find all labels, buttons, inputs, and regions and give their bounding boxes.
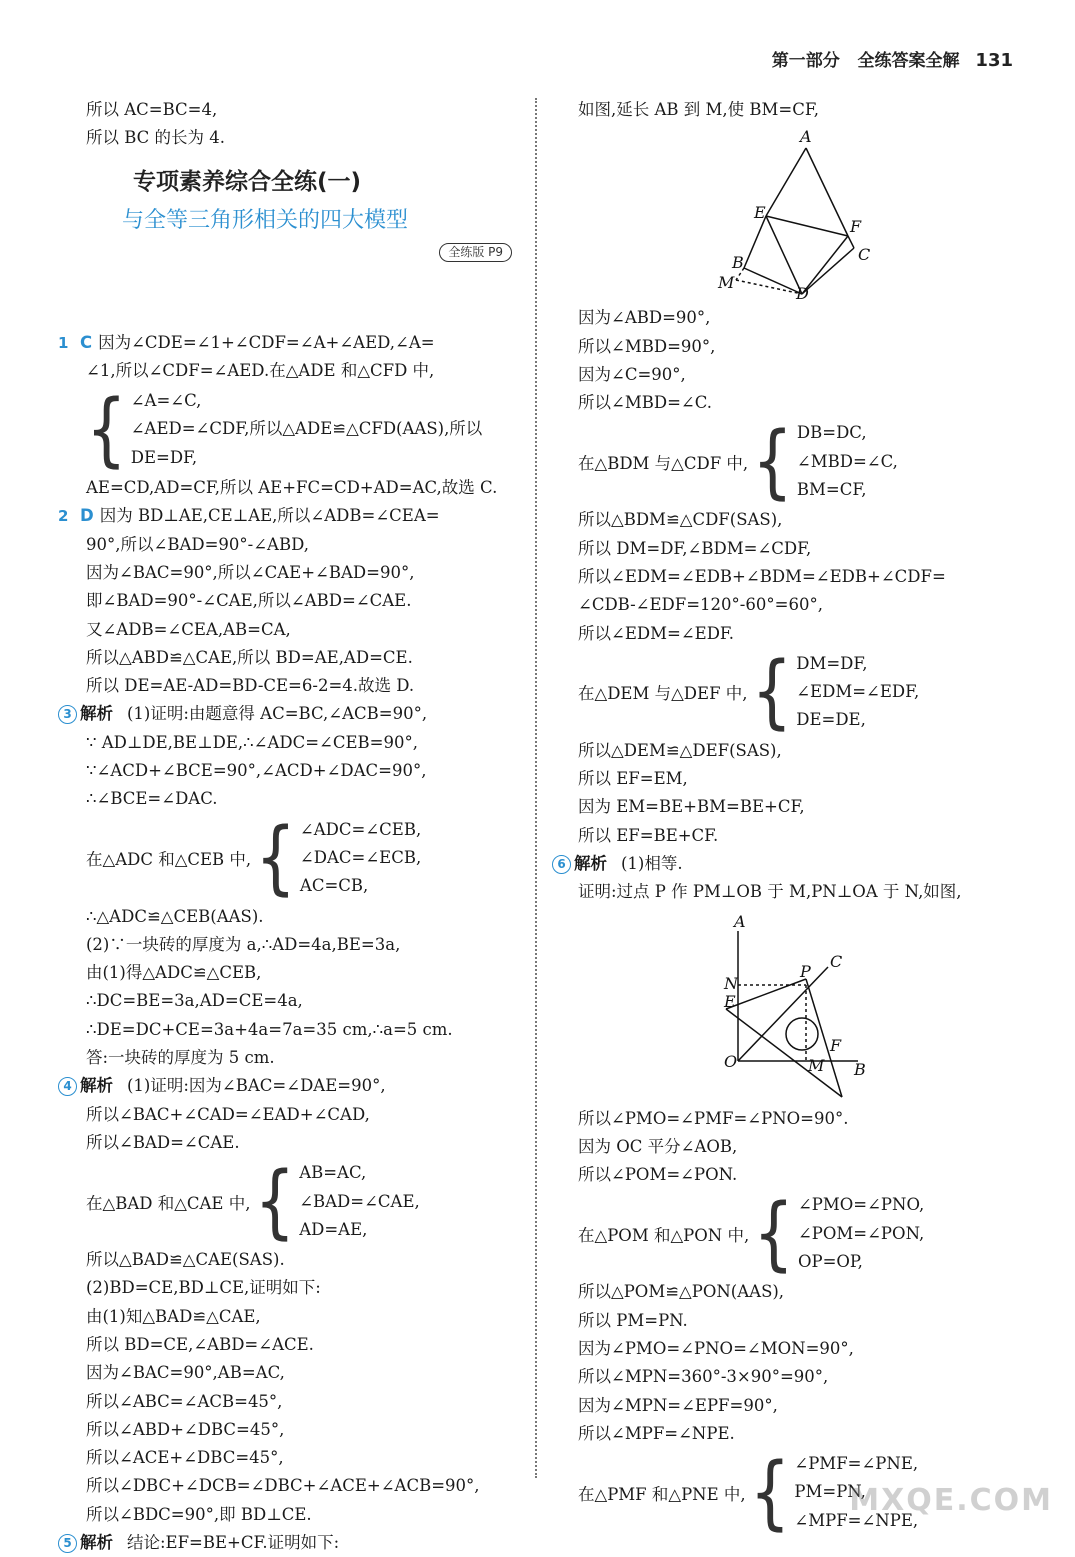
q4-line: 4 解析 (1)证明:因为∠BAC=∠DAE=90°, [58, 1072, 520, 1100]
header-section: 第一部分 [771, 51, 840, 71]
label-A: A [800, 127, 812, 147]
answer-choice: C [80, 332, 93, 352]
q1-line: 1 C 因为∠CDE=∠1+∠CDF=∠A+∠AED,∠A= [58, 329, 520, 357]
q1-line: AE=CD,AD=CF,所以 AE+FC=CD+AD=AC,故选 C. [86, 478, 498, 498]
header-book: 全练答案全解 [857, 51, 960, 71]
label-P: P [800, 961, 811, 981]
intro-line: 所以 AC=BC=4, [86, 100, 218, 119]
brace-icon: { [254, 1155, 296, 1248]
intro-line: 所以 BC 的长为 4. [86, 128, 226, 148]
question-number: 4 [58, 1077, 77, 1096]
q5-brace-group-2: 在△DEM 与△DEF 中, { DM=DF, ∠EDM=∠EDF, DE=DE, [578, 646, 920, 739]
label-E: E [724, 991, 736, 1011]
answer-choice: D [80, 506, 94, 526]
question-number: 5 [58, 1534, 77, 1553]
question-number: 6 [552, 855, 571, 874]
label-B: B [854, 1059, 866, 1079]
watermark: MXQE.COM [849, 1483, 1053, 1518]
brace-icon: { [255, 811, 296, 905]
column-divider [535, 98, 537, 1478]
brace-icon: { [86, 383, 127, 476]
q5-line: 5 解析 结论:EF=BE+CF.证明如下: [58, 1529, 520, 1557]
label-N: N [724, 973, 738, 993]
page-number: 131 [975, 50, 1013, 71]
label-M: M [718, 273, 735, 293]
question-number: 3 [58, 705, 77, 724]
figure-1-svg [578, 127, 1018, 304]
q6-brace-group-2: 在△PMF 和△PNE 中, { ∠PMF=∠PNE, PM=PN, ∠MPF=∠NPE, [578, 1446, 919, 1539]
brace-icon: { [751, 646, 793, 739]
figure-quadrilateral [578, 127, 1018, 304]
label-C: C [830, 951, 843, 971]
analysis-tag: 解析 [574, 853, 607, 873]
label-A: A [734, 911, 746, 931]
label-E: E [754, 203, 766, 223]
q1-line: ∠1,所以∠CDF=∠AED.在△ADE 和△CFD 中, [86, 360, 435, 380]
analysis-tag: 解析 [80, 704, 113, 724]
q3-line: 3 解析 (1)证明:由题意得 AC=BC,∠ACB=90°, [58, 700, 520, 728]
q3-brace-group: 在△ADC 和△CEB 中, { ∠ADC=∠CEB, ∠DAC=∠ECB, AC=CB, [86, 811, 422, 905]
brace-icon: { [749, 1446, 791, 1539]
page-header [772, 46, 1013, 71]
brace-icon: { [753, 1187, 794, 1281]
analysis-tag: 解析 [80, 1076, 113, 1096]
q1-brace-group: { ∠A=∠C, ∠AED=∠CDF,所以△ADE≌△CFD(AAS),所以 DE=DF, [86, 383, 483, 476]
section-title: 专项素养综合全练(一) [133, 168, 362, 195]
label-M: M [808, 1055, 825, 1075]
left-column: 所以 AC=BC=4, 所以 BC 的长为 4. 专项素养综合全练(一) 与全等三角形相关的四大模型 全练版 P9 1 C 因为∠CDE=∠1+∠CDF=∠A+∠AED,∠A= ∠1,所以∠CDF=∠AED.在△ADE 和△CFD 中, { ∠A=∠C, ∠AED=∠CDF,所以△ADE≌△CFD(AAS),所以 DE=DF, AE=CD,AD=CF,所以 AE+FC=CD+AD=AC,故选 C. 2 D 因为 BD⊥AE,CE⊥AE,所以∠ADB=∠CEA= 90°,所以∠BAD=90°-∠ABD, 因为∠BAC=90°,所以∠CAE+∠BAD=90°, 即∠BAD=90°-∠CAE,所以∠ABD=∠CAE. 又∠ADB=∠CEA,AB=CA, 所以△ABD≌△CAE,所以 BD=AE,AD=CE. 所以 DE=AE-AD=BD-CE=6-2=4.故选 D. 3 解析 (1)证明:由题意得 AC=BC,∠ACB=90°, ∵ AD⊥DE,BE⊥DE,∴∠ADC=∠CEB=90°, ∵∠ACD+∠BCE=90°,∠ACD+∠DAC=90°, ∴∠BCE=∠DAC. 在△ADC 和△CEB 中, { ∠ADC=∠CEB, ∠DAC=∠ECB, AC=CB, ∴△ADC≌△CEB(AAS). (2)∵一块砖的厚度为 a,∴AD=4a,BE=3a, 由(1)得△ADC≌△CEB, ∴DC=BE=3a,AD=CE=4a, ∴DE=DC+CE=3a+4a=7a=35 cm,∴a=5 cm. 答:一块砖的厚度为 5 cm. 4 解析 (1)证明:因为∠BAC=∠DAE=90°, 所以∠BAC+∠CAD=∠EAD+∠CAD, 所以∠BAD=∠CAE. 在△BAD 和△CAE 中, { AB=AC, ∠BAD=∠CAE, AD=AE, 所以△BAD≌△CAE(SAS). (2)BD=CE,BD⊥CE,证明如下: 由(1)知△BAD≌△CAE, 所以 BD=CE,∠ABD=∠ACE. 因为∠BAC=90°,AB=AC, 所以∠ABC=∠ACB=45°, 所以∠ABD+∠DBC=45°, 所以∠ACE+∠DBC=45°, 所以∠DBC+∠DCB=∠DBC+∠ACE+∠ACB=90°, 所以∠BDC=90°,即 BD⊥CE. 5 解析 结论:EF=BE+CF.证明如下: [58, 96, 520, 1557]
figure-angle-bisector [578, 911, 1018, 1101]
section-subtitle: 与全等三角形相关的四大模型 [122, 207, 409, 233]
label-D: D [796, 284, 809, 304]
q6-brace-group-1: 在△POM 和△PON 中, { ∠PMO=∠PNO, ∠POM=∠PON, OP=OP, [578, 1187, 925, 1281]
section-title-block [58, 155, 520, 325]
q4-brace-group: 在△BAD 和△CAE 中, { AB=AC, ∠BAD=∠CAE, AD=AE, [86, 1155, 420, 1248]
q5-brace-group-1: 在△BDM 与△CDF 中, { DB=DC, ∠MBD=∠C, BM=CF, [578, 415, 898, 509]
q5-cont-line: 如图,延长 AB 到 M,使 BM=CF, [578, 100, 819, 119]
brace-icon: { [752, 415, 793, 509]
question-number: 1 [58, 333, 69, 352]
reference-badge: 全练版 P9 [439, 243, 512, 262]
q6-line: 6 解析 (1)相等. [552, 850, 1018, 878]
figure-2-svg [578, 911, 1018, 1101]
analysis-tag: 解析 [80, 1533, 113, 1553]
label-F: F [850, 217, 862, 237]
right-column: 如图,延长 AB 到 M,使 BM=CF, A E F B C M D 因为∠ABD=90°, 所以∠MBD=90°, 因为∠C=90°, 所以∠MBD=∠C. 在△BDM 与△CDF 中, { DB=DC, ∠MBD=∠C, BM=CF, 所以△BDM≌△CDF(SAS), 所以 DM=DF,∠BDM=∠CDF, 所以∠EDM=∠EDB+∠BDM=∠EDB+∠CDF= ∠CDB-∠EDF=120°-60°=60°, 所以∠EDM=∠EDF. 在△DEM 与△DEF 中, { DM=DF, ∠EDM=∠EDF, DE=DE, 所以△DEM≌△DEF(SAS), 所以 EF=EM, 因为 EM=BE+BM=BE+CF, 所以 EF=BE+CF. 6 解析 (1)相等. 证明:过点 P 作 PM⊥OB 于 M,PN⊥OA 于 N,如图, A C N P E F O M B 所以∠PMO=∠PMF=∠PNO=90°. 因为 OC 平分∠AOB, 所以∠POM=∠PON. 在△POM 和△PON 中, { ∠PMO=∠PNO, ∠POM=∠PON, OP=OP, 所以△POM≌△PON(AAS), 所以 PM=PN. 因为∠PMO=∠PNO=∠MON=90°, 所以∠MPN=360°-3×90°=90°, 因为∠MPN=∠EPF=90°, 所以∠MPF=∠NPE. 在△PMF 和△PNE 中, { ∠PMF=∠PNE, PM=PN, ∠MPF=∠NPE, [578, 96, 1018, 1537]
label-F: F [830, 1035, 842, 1055]
label-B: B [732, 253, 744, 273]
label-O: O [724, 1051, 738, 1071]
question-number: 2 [58, 507, 69, 526]
q2-line: 2 D 因为 BD⊥AE,CE⊥AE,所以∠ADB=∠CEA= [58, 502, 520, 530]
label-C: C [858, 245, 871, 265]
